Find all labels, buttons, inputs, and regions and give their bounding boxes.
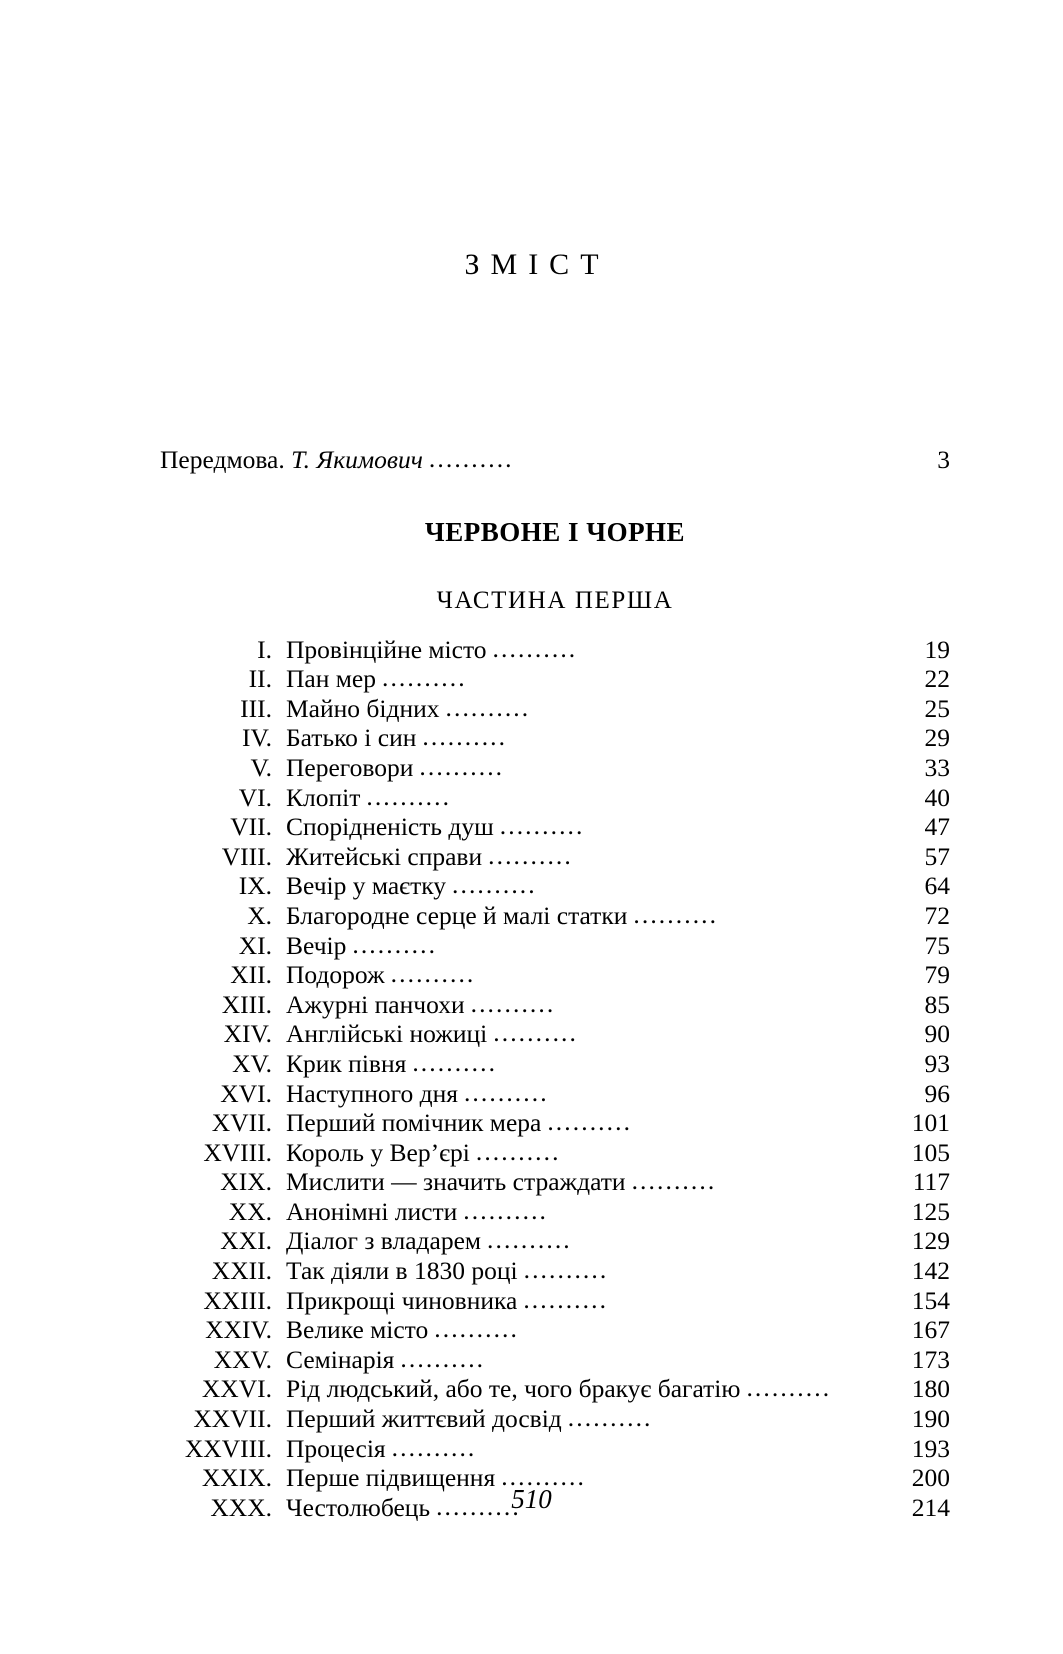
chapter-title: Англійські ножиці	[286, 1019, 488, 1049]
chapter-title: Діалог з владарем	[286, 1226, 482, 1256]
chapter-list	[160, 635, 950, 1523]
toc-entry[interactable]	[160, 1019, 950, 1049]
chapter-page-number: 154	[911, 1285, 950, 1315]
foreword-label	[160, 445, 429, 475]
toc-entry[interactable]	[160, 871, 950, 901]
chapter-title: Благородне серце й малі статки	[286, 900, 628, 930]
chapter-number: XXV.	[213, 1344, 272, 1374]
chapter-number: VIII.	[221, 841, 272, 871]
chapter-number: V.	[250, 752, 272, 782]
chapter-number: XVIII.	[203, 1137, 272, 1167]
chapter-page-number: 79	[924, 960, 950, 990]
chapter-number: XXIV.	[205, 1315, 272, 1345]
dot-leader: ..........	[434, 1314, 519, 1344]
dot-leader: ..........	[381, 663, 467, 693]
toc-entry[interactable]	[160, 694, 950, 724]
dot-leader: ..........	[501, 1462, 586, 1492]
chapter-title: Так діяли в 1830 році	[286, 1256, 518, 1286]
chapter-number: X.	[247, 900, 272, 930]
dot-leader: ..........	[631, 1166, 717, 1196]
toc-entry[interactable]	[160, 990, 950, 1020]
dot-leader: ..........	[492, 633, 578, 663]
chapter-page-number: 117	[912, 1167, 950, 1197]
page-title: ЗМІСТ	[464, 248, 610, 281]
dot-leader: ..........	[400, 1343, 486, 1373]
toc-entry[interactable]	[160, 753, 950, 783]
dot-leader: ..........	[523, 1284, 609, 1314]
dot-leader: ..........	[436, 1491, 521, 1521]
chapter-title: Анонімні листи	[286, 1196, 458, 1226]
chapter-title: Велике місто	[286, 1315, 429, 1345]
toc-entry[interactable]	[160, 931, 950, 961]
chapter-page-number: 33	[924, 752, 950, 782]
dot-leader: ..........	[633, 899, 719, 929]
toc-content	[160, 445, 950, 1522]
chapter-page-number: 96	[924, 1078, 950, 1108]
chapter-title: Перший помічник мера	[286, 1108, 542, 1138]
chapter-number: XXVI.	[201, 1374, 272, 1404]
chapter-page-number: 57	[924, 841, 950, 871]
toc-entry[interactable]	[160, 1315, 950, 1345]
chapter-number: XXVII.	[193, 1404, 272, 1434]
chapter-title: Подорож	[286, 960, 385, 990]
chapter-title: Вечір у маєтку	[286, 871, 446, 901]
chapter-title: Спорідненість душ	[286, 812, 494, 842]
dot-leader: ..........	[391, 1432, 477, 1462]
toc-entry[interactable]	[160, 783, 950, 813]
chapter-page-number: 19	[924, 634, 950, 664]
dot-leader: ..........	[746, 1373, 832, 1403]
chapter-number: IV.	[242, 723, 272, 753]
toc-entry[interactable]	[160, 1197, 950, 1227]
toc-entry[interactable]	[160, 1108, 950, 1138]
dot-leader: ..........	[463, 1077, 549, 1107]
chapter-title: Наступного дня	[286, 1078, 458, 1108]
chapter-page-number: 105	[911, 1137, 950, 1167]
chapter-title: Прикрощі чиновника	[286, 1285, 518, 1315]
chapter-number: XXVIII.	[184, 1433, 272, 1463]
chapter-title: Житейські справи	[286, 841, 483, 871]
chapter-number: VI.	[238, 782, 272, 812]
toc-entry[interactable]	[160, 1345, 950, 1375]
chapter-page-number: 214	[911, 1492, 950, 1522]
chapter-title: Перше підвищення	[286, 1463, 496, 1493]
chapter-page-number: 64	[924, 871, 950, 901]
toc-entry[interactable]	[160, 723, 950, 753]
toc-entry[interactable]	[160, 901, 950, 931]
chapter-title: Рід людський, або те, чого бракує багатію	[286, 1374, 741, 1404]
page-folio: 510	[511, 1484, 552, 1514]
chapter-title: Семінарія	[286, 1344, 395, 1374]
chapter-title: Провінційне місто	[286, 634, 487, 664]
chapter-page-number: 101	[911, 1108, 950, 1138]
dot-leader: ..........	[452, 870, 537, 900]
toc-entry[interactable]	[160, 1374, 950, 1404]
dot-leader: ..........	[470, 988, 556, 1018]
chapter-title: Вечір	[286, 930, 347, 960]
chapter-title: Крик півня	[286, 1048, 407, 1078]
dot-leader: ..........	[547, 1107, 633, 1137]
chapter-number: XVII.	[211, 1108, 272, 1138]
chapter-title: Клопіт	[286, 782, 361, 812]
chapter-page-number: 75	[924, 930, 950, 960]
chapter-number: II.	[248, 664, 272, 694]
chapter-page-number: 85	[924, 989, 950, 1019]
chapter-number: XIII.	[221, 989, 272, 1019]
chapter-number: XV.	[232, 1048, 272, 1078]
chapter-page-number: 180	[911, 1374, 950, 1404]
dot-leader: ..........	[488, 840, 573, 870]
dot-leader: ..........	[445, 692, 531, 722]
chapter-number: XI.	[238, 930, 272, 960]
chapter-page-number: 47	[924, 812, 950, 842]
dot-leader: ..........	[523, 1255, 609, 1285]
chapter-page-number: 190	[911, 1404, 950, 1434]
chapter-page-number: 129	[911, 1226, 950, 1256]
chapter-number: XXI.	[220, 1226, 272, 1256]
chapter-title: Процесія	[286, 1433, 386, 1463]
chapter-number: III.	[240, 693, 272, 723]
toc-entry[interactable]	[160, 1049, 950, 1079]
chapter-title: Перший життєвий досвід	[286, 1404, 562, 1434]
chapter-page-number: 125	[911, 1196, 950, 1226]
chapter-page-number: 22	[924, 664, 950, 694]
chapter-title: Честолюбець	[286, 1492, 431, 1522]
chapter-page-number: 72	[924, 900, 950, 930]
toc-entry[interactable]	[160, 1079, 950, 1109]
chapter-number: IX.	[238, 871, 272, 901]
chapter-number: XXIII.	[203, 1285, 272, 1315]
chapter-page-number: 167	[911, 1315, 950, 1345]
toc-entry[interactable]	[160, 812, 950, 842]
toc-entry[interactable]	[160, 1167, 950, 1197]
dot-leader: ..........	[390, 959, 476, 989]
chapter-page-number: 25	[924, 693, 950, 723]
chapter-number: XIX.	[220, 1167, 272, 1197]
toc-entry[interactable]	[160, 1226, 950, 1256]
chapter-page-number: 29	[924, 723, 950, 753]
chapter-title: Ажурні панчохи	[286, 989, 465, 1019]
toc-entry[interactable]	[160, 1286, 950, 1316]
chapter-page-number: 193	[911, 1433, 950, 1463]
chapter-number: XVI.	[220, 1078, 272, 1108]
toc-entry[interactable]	[160, 1404, 950, 1434]
chapter-number: I.	[257, 634, 272, 664]
toc-entry[interactable]	[160, 1434, 950, 1464]
chapter-page-number: 200	[911, 1463, 950, 1493]
chapter-page-number: 93	[924, 1048, 950, 1078]
dot-leader: ..........	[493, 1018, 578, 1048]
dot-leader: ..........	[567, 1403, 653, 1433]
toc-entry-foreword[interactable]	[160, 445, 950, 475]
foreword-label-text: Передмова.	[160, 445, 292, 474]
foreword-author: Т. Якимович	[291, 445, 423, 474]
chapter-page-number: 173	[911, 1344, 950, 1374]
toc-entry[interactable]	[160, 635, 950, 665]
dot-leader: ..........	[422, 722, 508, 752]
dot-leader: ..........	[499, 811, 585, 841]
chapter-title: Майно бідних	[286, 693, 440, 723]
chapter-number: XXIX.	[201, 1463, 272, 1493]
toc-entry[interactable]	[160, 960, 950, 990]
chapter-page-number: 142	[911, 1256, 950, 1286]
chapter-title: Переговори	[286, 752, 414, 782]
chapter-number: XII.	[230, 960, 272, 990]
chapter-number: XXX.	[210, 1492, 272, 1522]
toc-entry[interactable]	[160, 1138, 950, 1168]
chapter-title: Пан мер	[286, 664, 376, 694]
chapter-title: Мислити — значить страждати	[286, 1167, 626, 1197]
dot-leader: ..........	[428, 444, 514, 473]
toc-entry[interactable]	[160, 842, 950, 872]
part-heading: ЧАСТИНА ПЕРША	[436, 586, 674, 614]
chapter-number: XIV.	[223, 1019, 272, 1049]
dot-leader: ..........	[412, 1047, 498, 1077]
chapter-number: XX.	[228, 1196, 272, 1226]
chapter-page-number: 40	[924, 782, 950, 812]
dot-leader: ..........	[475, 1136, 561, 1166]
book-title: ЧЕРВОНЕ І ЧОРНЕ	[424, 516, 686, 547]
dot-leader: ..........	[419, 751, 505, 781]
foreword-page-number: 3	[937, 445, 950, 474]
dot-leader: ..........	[352, 929, 438, 959]
chapter-title: Король у Вер’єрі	[286, 1137, 470, 1167]
toc-entry[interactable]	[160, 1256, 950, 1286]
chapter-page-number: 90	[924, 1019, 950, 1049]
dot-leader: ..........	[366, 781, 452, 811]
chapter-number: XXII.	[211, 1256, 272, 1286]
toc-entry[interactable]	[160, 664, 950, 694]
dot-leader: ..........	[487, 1225, 572, 1255]
chapter-number: VII.	[230, 812, 272, 842]
dot-leader: ..........	[463, 1195, 549, 1225]
chapter-title: Батько і син	[286, 723, 417, 753]
